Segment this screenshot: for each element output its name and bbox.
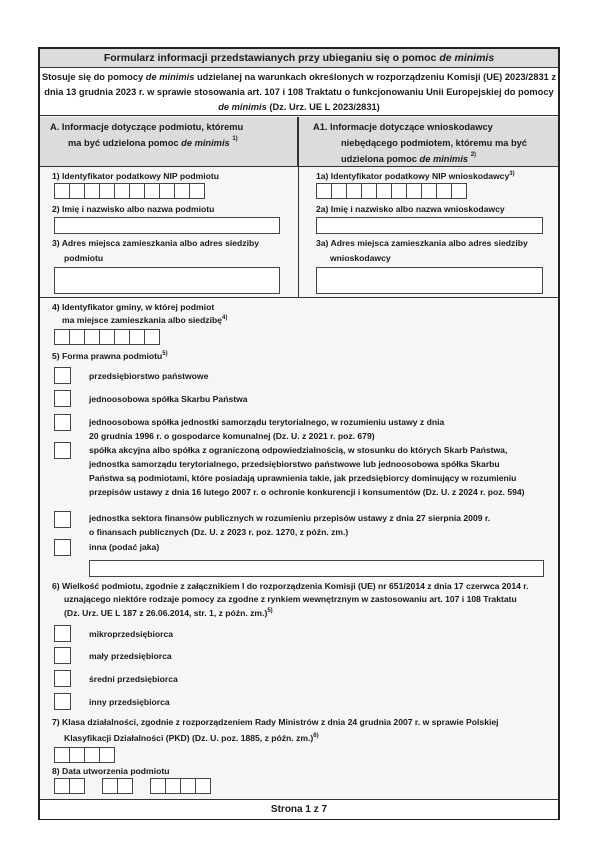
- de-minimis-form: Formularz informacji przedstawianych przy ubieganiu się o pomoc de minimis Stosuje się do pomocy de minimis udzielanej na warunkach określonych w rozporządzeniu Komisji (UE) 2023/2831 z dnia 13 grudnia 2023 r. w sprawie stosowania art. 107 i 108 Traktatu o funkcjonowaniu Unii Europejskiej do pomocy de minimis (Dz. Urz. UE L 2023/2831) A. Informacje dotyczące podmiotu, któremu ma być udzielona pomoc de minimis $^{1)}$ A1. Informacje dotyczące wnioskodawcy niebędącego podmiotem, któremu ma być udzielona pomoc de minimis $^{2)}$ 1) Identyfikator podatkowy NIP podmiotu 2) Imię i nazwisko albo nazwa podmiotu 3) Adres miejsca zamieszkania albo adres siedziby podmiotu 1a) Identyfikator podatkowy NIP wnioskodawcy$^{3)}$ 2a) Imię i nazwisko albo nazwa wnioskodawcy 3a) Adres miejsca zamieszkania albo adres siedziby wnioskodawcy 4) Identyfikator gminy, w której podmiot ma miejsce zamieszkania albo siedzibę$^{4)}$ 5) Forma prawna podmiotu$^{5)}$ przedsiębiorstwo państwowe jednoosobowa spółka Skarbu Państwa jednoosobowa spółka jednostki samorządu terytorialnego, w rozumieniu ustawy z dnia 20 grudnia 1996 r. o gospodarce komunalnej (Dz. U. z 2021 r. poz. 679) spółka akcyjna albo spółka z ograniczoną odpowiedzialnością, w stosunku do których Skarb Państwa, jednostka samorządu terytorialnego, przedsiębiorstwo państwowe lub jednoosobowa spółka Skarbu Państwa są podmiotami, które posiadają uprawnienia takie, jak przedsiębiorcy dominujący w rozumieniu przepisów ustawy z dnia 16 lutego 2007 r. o ochronie konkurencji i konsumentów (Dz. U. z 2024 r. poz. 594) jednostka sektora finansów publicznych w rozumieniu przepisów ustawy z dnia 27 sierpnia 2009 r. o finansach publicznych (Dz. U. z 2023 r. poz. 1270, z późn. zm.) inna (podać jaka) 6) Wielkość podmiotu, zgodnie z załącznikiem I do rozporządzenia Komisji (UE) nr 651/2014 z dnia 17 czerwca 2014 r. uznającego niektóre rodzaje pomocy za zgodne z rynkiem wewnętrznym w zastosowaniu art. 107 i 108 Traktatu (Dz. Urz. UE L 187 z 26.06.2014, str. 1, z późn. zm.)$^{5)}$ mikroprzedsiębiorca mały przedsiębiorca średni przedsiębiorca inny przedsiębiorca 7) Klasa działalności, zgodnie z rozporządzeniem Rady Ministrów z dnia 24 grudnia 2007 r. w sprawie Polskiej Klasyfikacji Działalności (PKD) (Dz. U. poz. 1885, z późn. zm.)$^{6)}$ 8) Data utworzenia podmiotu Strona 1 z 7: [38, 47, 560, 820]
- page-indicator: Strona 1 z 7: [40, 799, 558, 819]
- pkd-label: 7) Klasa działalności, zgodnie z rozporządzeniem Rady Ministrów z dnia 24 grudnia 2007 r. w sprawie Polskiej: [52, 717, 499, 727]
- column-divider: [298, 117, 299, 297]
- checkbox-local-gov-company[interactable]: [54, 414, 71, 431]
- checkbox-state-enterprise[interactable]: [54, 367, 71, 384]
- legal-form-label: 5) Forma prawna podmiotu$^{5)}$: [52, 351, 168, 361]
- creation-date-year-input[interactable]: [150, 778, 210, 794]
- form-title: Formularz informacji przedstawianych przy ubieganiu się o pomoc de minimis: [40, 49, 558, 68]
- creation-date-label: 8) Data utworzenia podmiotu: [52, 766, 170, 776]
- applicant-address-input[interactable]: [316, 267, 543, 294]
- checkbox-micro-enterprise[interactable]: [54, 625, 71, 642]
- creation-date-month-input[interactable]: [102, 778, 132, 794]
- form-intro: Stosuje się do pomocy de minimis udzielanej na warunkach określonych w rozporządzeniu Komisji (UE) 2023/2831 z dnia 13 grudnia 2023 r. w sprawie stosowania art. 107 i 108 Traktatu o funkcjonowaniu Unii Europejskiej do pomocy de minimis (Dz. Urz. UE L 2023/2831): [40, 68, 558, 116]
- applicant-nip-label: 1a) Identyfikator podatkowy NIP wnioskodawcy$^{3)}$: [316, 171, 515, 181]
- applicant-address-label: 3a) Adres miejsca zamieszkania albo adres siedziby: [316, 238, 528, 248]
- checkbox-small-enterprise[interactable]: [54, 647, 71, 664]
- section-divider: [40, 297, 558, 298]
- creation-date-day-input[interactable]: [54, 778, 84, 794]
- nip-label: 1) Identyfikator podatkowy NIP podmiotu: [52, 171, 219, 181]
- checkbox-other-legal-form[interactable]: [54, 539, 71, 556]
- address-input[interactable]: [54, 267, 280, 294]
- section-a-header: A. Informacje dotyczące podmiotu, któremu ma być udzielona pomoc de minimis $^{1)}$: [40, 117, 298, 167]
- pkd-input[interactable]: [54, 747, 114, 763]
- checkbox-medium-enterprise[interactable]: [54, 670, 71, 687]
- other-legal-form-input[interactable]: [89, 560, 544, 577]
- applicant-nip-input[interactable]: [316, 183, 466, 199]
- checkbox-other-enterprise[interactable]: [54, 693, 71, 710]
- checkbox-public-finance-unit[interactable]: [54, 511, 71, 528]
- address-label: 3) Adres miejsca zamieszkania albo adres siedziby: [52, 238, 259, 248]
- applicant-name-input[interactable]: [316, 217, 543, 234]
- name-input[interactable]: [54, 217, 280, 234]
- commune-id-label: 4) Identyfikator gminy, w której podmiot: [52, 302, 215, 312]
- commune-id-input[interactable]: [54, 329, 159, 345]
- section-a1-header: A1. Informacje dotyczące wnioskodawcy niebędącego podmiotem, któremu ma być udzielona pomoc de minimis $^{2)}$: [299, 117, 558, 167]
- company-size-label: 6) Wielkość podmiotu, zgodnie z załącznikiem I do rozporządzenia Komisji (UE) nr 651/2014 z dnia 17 czerwca 2014 r.: [52, 581, 529, 591]
- checkbox-joint-stock-company[interactable]: [54, 442, 71, 459]
- checkbox-treasury-company[interactable]: [54, 390, 71, 407]
- applicant-name-label: 2a) Imię i nazwisko albo nazwa wnioskodawcy: [316, 204, 505, 214]
- name-label: 2) Imię i nazwisko albo nazwa podmiotu: [52, 204, 215, 214]
- nip-input[interactable]: [54, 183, 204, 199]
